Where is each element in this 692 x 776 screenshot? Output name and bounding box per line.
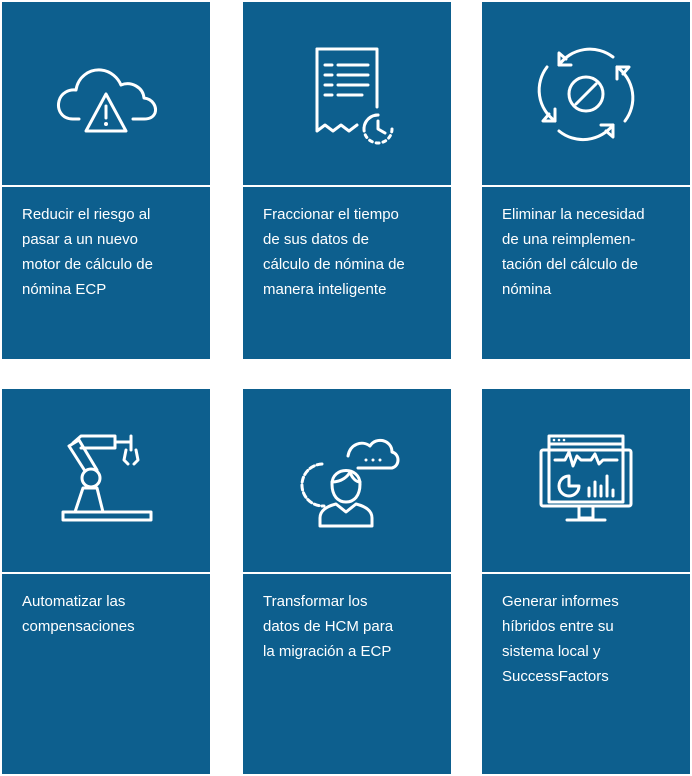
card-icon-area	[2, 2, 210, 187]
card-text-line: Automatizar las	[22, 593, 126, 610]
card-text	[263, 589, 437, 664]
cloud-warning-icon	[51, 39, 161, 149]
card-text-line: la migración a ECP	[263, 643, 392, 660]
card-eliminate-reimplementation	[480, 0, 692, 361]
card-text-line: Fraccionar el tiempo	[263, 206, 399, 223]
card-text-line: Generar informes	[502, 593, 619, 610]
card-split-payroll-time	[241, 0, 453, 361]
card-text-line: Eliminar la necesidad	[502, 206, 645, 223]
card-text-line: Reducir el riesgo al	[22, 206, 151, 223]
robot-arm-icon	[51, 426, 161, 536]
card-text-line: nómina	[502, 281, 552, 298]
card-text	[502, 589, 676, 689]
card-text-line: nómina ECP	[22, 281, 107, 298]
card-text	[263, 202, 437, 302]
card-icon-area	[243, 389, 451, 574]
card-icon-area	[482, 389, 690, 574]
card-automate-compensation	[0, 387, 212, 776]
card-text-line: SuccessFactors	[502, 668, 609, 685]
card-icon-area	[482, 2, 690, 187]
card-transform-hcm-data	[241, 387, 453, 776]
card-text-line: manera inteligente	[263, 281, 387, 298]
card-reduce-risk	[0, 0, 212, 361]
card-text-line: compensaciones	[22, 618, 135, 635]
card-text-line: datos de HCM para	[263, 618, 394, 635]
card-icon-area	[243, 2, 451, 187]
card-text-line: cálculo de nómina de	[263, 256, 405, 273]
card-text	[502, 202, 676, 302]
card-text-line: de sus datos de	[263, 231, 369, 248]
monitor-report-icon	[531, 426, 641, 536]
card-text-line: tación del cálculo de	[502, 256, 638, 273]
card-text-line: de una reimplemen-	[502, 231, 636, 248]
card-text	[22, 589, 196, 639]
document-clock-icon	[292, 39, 402, 149]
card-text-line: pasar a un nuevo	[22, 231, 138, 248]
card-hybrid-reports	[480, 387, 692, 776]
card-text-line: sistema local y	[502, 643, 601, 660]
card-text-line: Transformar los	[263, 593, 368, 610]
card-text-line: motor de cálculo de	[22, 256, 153, 273]
person-cloud-gear-icon	[292, 426, 402, 536]
card-text	[22, 202, 196, 302]
card-icon-area	[2, 389, 210, 574]
cycle-arrows-icon	[531, 39, 641, 149]
card-text-line: híbridos entre su	[502, 618, 614, 635]
